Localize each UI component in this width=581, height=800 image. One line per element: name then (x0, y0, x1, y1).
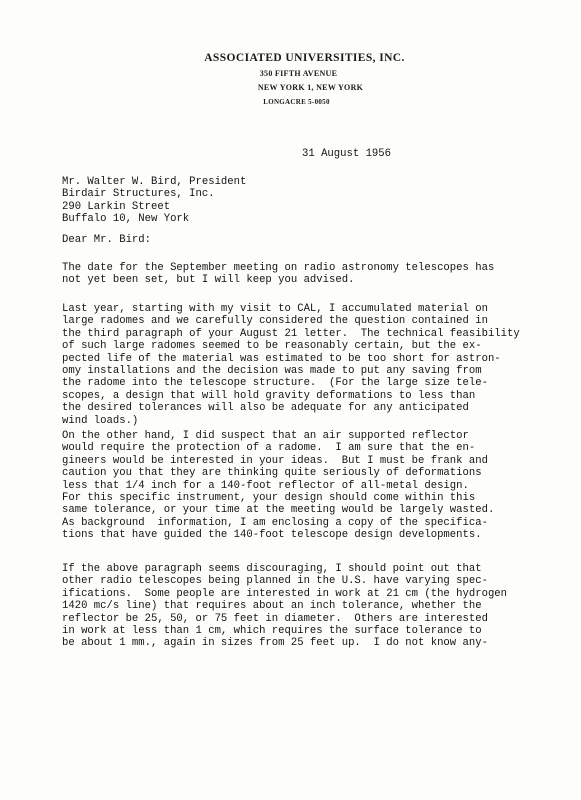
letterhead-organization: ASSOCIATED UNIVERSITIES, INC. (204, 52, 405, 64)
paragraph-line: would require the protection of a radome. I am sure that the en- (62, 442, 476, 455)
paragraph-line: 1420 mc/s line) that requires about an inch tolerance, whether the (62, 600, 482, 613)
recipient-address (62, 176, 246, 226)
paragraph-line: not yet been set, but I will keep you advised. (62, 274, 355, 287)
paragraph-line: the third paragraph of your August 21 letter. The technical feasibility (62, 327, 520, 340)
paragraph-line: tions that have guided the 140-foot telescope design developments. (62, 529, 482, 542)
letterhead-street: 350 FIFTH AVENUE (259, 69, 338, 78)
letterhead-city: NEW YORK 1, NEW YORK (257, 83, 364, 92)
paragraph-line: If the above paragraph seems discouraging, I should point out that (62, 563, 482, 575)
recipient-city: Buffalo 10, New York (62, 213, 190, 226)
paragraph-2 (62, 303, 520, 427)
paragraph-line: in work at less than 1 cm, which requires the surface tolerance to (62, 625, 482, 638)
paragraph-line: For this specific instrument, your design should come within this (62, 492, 476, 505)
paragraph-line: pected life of the material was estimated to be too short for astron- (62, 352, 501, 365)
paragraph-line: reflector be 25, 50, or 75 feet in diameter. Others are interested (62, 612, 488, 625)
paragraph-line: less that 1/4 inch for a 140-foot reflector of all-metal design. (62, 479, 469, 492)
paragraph-line: gineers would be interested in your ideas. But I must be frank and (62, 454, 488, 467)
salutation: Dear Mr. Bird: (62, 234, 152, 246)
paragraph-line: Last year, starting with my visit to CAL, I accumulated material on (62, 303, 488, 315)
paragraph-line: On the other hand, I did suspect that an air supported reflector (62, 430, 469, 442)
paragraph-line: same tolerance, or your time at the meeting would be largely wasted. (62, 504, 495, 517)
letterhead (0, 52, 581, 108)
recipient-street: 290 Larkin Street (62, 200, 171, 213)
paragraph-line: be about 1 mm., again in sizes from 25 feet up. I do not know any- (62, 637, 488, 650)
paragraph-line: omy installations and the decision was made to put any saving from (62, 365, 482, 378)
paragraph-line: ifications. Some people are interested in work at 21 cm (the hydrogen (62, 587, 508, 600)
paragraph-4 (62, 563, 507, 650)
letterhead-phone: LONGACRE 5-0050 (263, 98, 330, 106)
paragraph-line: As background information, I am enclosing a copy of the specifica- (62, 516, 488, 529)
paragraph-line: scopes, a design that will hold gravity deformations to less than (62, 389, 476, 402)
paragraph-line: other radio telescopes being planned in the U.S. have varying spec- (62, 575, 488, 588)
paragraph-3 (62, 430, 494, 542)
paragraph-line: of such large radomes seemed to be reasonably certain, but the ex- (62, 340, 482, 353)
paragraph-line: caution you that they are thinking quite seriously of deformations (62, 467, 482, 480)
paragraph-line: wind loads.) (62, 414, 139, 427)
paragraph-line: The date for the September meeting on radio astronomy telescopes has (62, 262, 495, 274)
recipient-name: Mr. Walter W. Bird, President (62, 176, 247, 188)
letter-date: 31 August 1956 (302, 148, 392, 160)
paragraph-line: the desired tolerances will also be adequate for any anticipated (62, 402, 469, 415)
paragraph-line: the radome into the telescope structure. (For the large size tele- (62, 377, 488, 390)
paragraph-line: large radomes and we carefully considered the question contained in (62, 315, 488, 328)
recipient-company: Birdair Structures, Inc. (62, 188, 215, 201)
paragraph-1 (62, 262, 494, 287)
